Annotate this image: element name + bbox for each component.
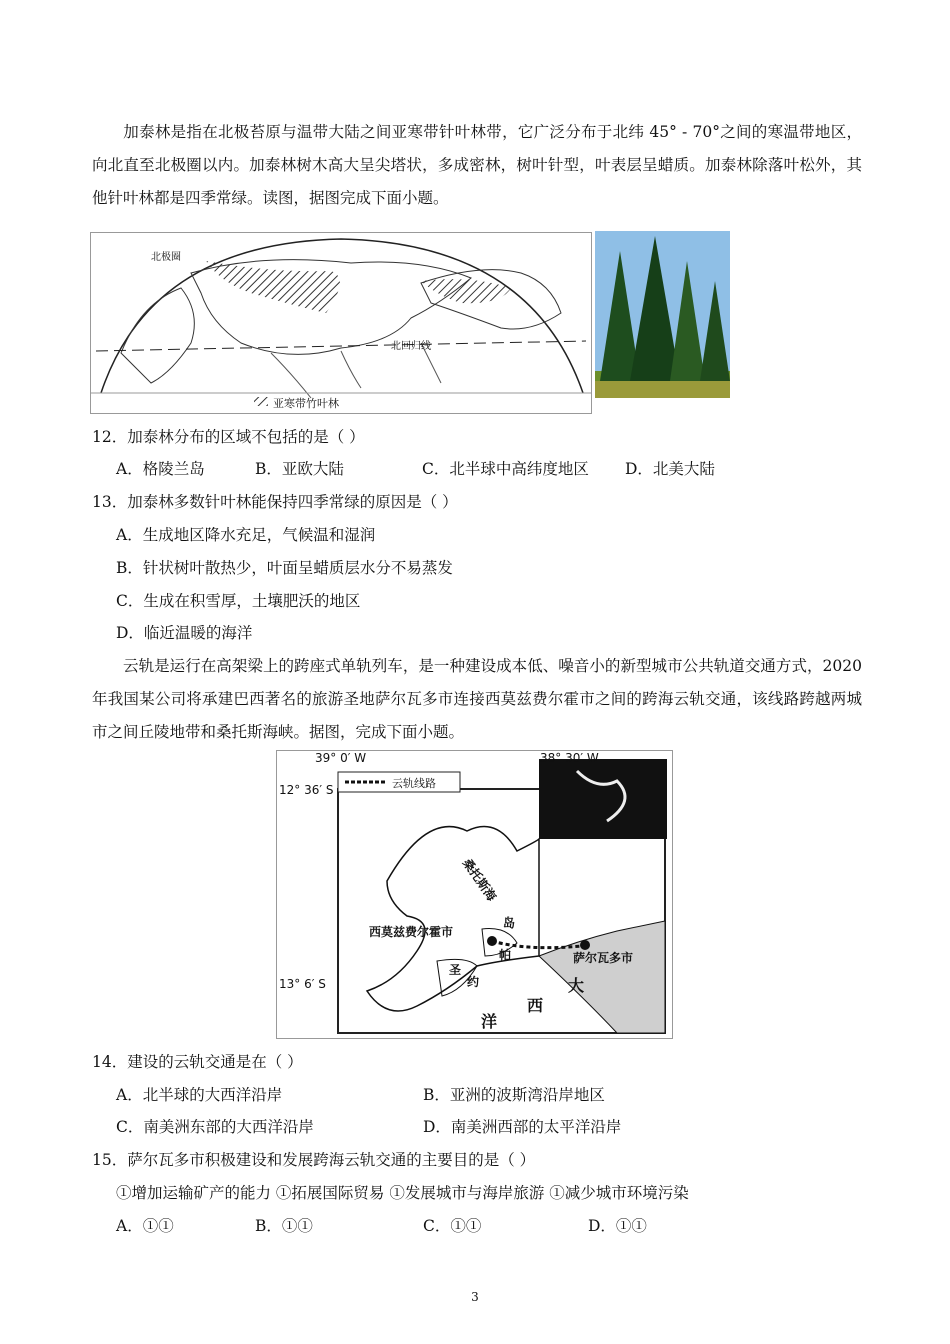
q12-option-d[interactable]: D．北美大陆 (625, 460, 715, 478)
q15-option-a[interactable]: A．①① (116, 1217, 174, 1235)
forest-illustration (595, 231, 730, 398)
map2-legend: 云轨线路 (392, 777, 436, 790)
q14-option-b[interactable]: B．亚洲的波斯湾沿岸地区 (423, 1086, 605, 1104)
q12-stem: 12．加泰林分布的区域不包括的是（ ） (92, 428, 365, 446)
map2-sj-char-1: 圣 (449, 963, 462, 977)
map1-corner-label: 北极圈 (151, 252, 181, 263)
map2-lon-left: 39° 0′ W (315, 751, 367, 765)
map2-ocean-char-1: 大 (568, 976, 585, 995)
passage-1: 加泰林是指在北极苔原与温带大陆之间亚寒带针叶林带，它广泛分布于北纬 45° - 70°之间的寒温带地区，向北直至北极圈以内。加泰林树木高大呈尖塔状，多成密林，树叶针型，叶表层呈蜡质。加泰林除落叶松外，其他针叶林都是四季常绿。读图，据图完成下面小题。 (92, 123, 862, 207)
q15-stem: 15．萨尔瓦多市积极建设和发展跨海云轨交通的主要目的是（ ） (92, 1151, 536, 1169)
map1-legend: 亚寒带竹叶林 (273, 397, 339, 410)
map2-strait-label: 桑托斯海 (459, 856, 499, 904)
q12-option-c[interactable]: C．北半球中高纬度地区 (422, 460, 589, 478)
map2-city-west: 西莫兹费尔霍市 (369, 925, 454, 939)
q14-stem: 14．建设的云轨交通是在（ ） (92, 1053, 303, 1071)
q13-option-b[interactable]: B．针状树叶散热少，叶面呈蜡质层水分不易蒸发 (116, 559, 453, 577)
map2-lon-right: 38° 30′ W (540, 751, 599, 765)
q13-option-d[interactable]: D．临近温暖的海洋 (116, 624, 253, 642)
map2-ocean-char-3: 洋 (481, 1012, 498, 1031)
q15-items: ①增加运输矿产的能力 ①拓展国际贸易 ①发展城市与海岸旅游 ①减少城市环境污染 (116, 1184, 689, 1202)
salvador-map (277, 751, 672, 1038)
q14-option-c[interactable]: C．南美洲东部的大西洋沿岸 (116, 1118, 314, 1136)
taiga-forest-photo (595, 231, 730, 398)
passage-2: 云轨是运行在高架梁上的跨座式单轨列车，是一种建设成本低、噪音小的新型城市公共轨道交通方式，2020 年我国某公司将承建巴西著名的旅游圣地萨尔瓦多市连接西莫兹费尔霍市之间的跨海云轨交通，该线路跨越两城市之间丘陵地带和桑托斯海峡。据图，完成下面小题。 (92, 657, 862, 741)
q12-option-a[interactable]: A．格陵兰岛 (116, 460, 205, 478)
salvador-map-figure (276, 750, 673, 1039)
map2-lat-top: 12° 36′ S (279, 783, 334, 797)
page-number: 3 (471, 1290, 479, 1304)
q13-option-c[interactable]: C．生成在积雪厚，土壤肥沃的地区 (116, 592, 361, 610)
q15-option-b[interactable]: B．①① (255, 1217, 313, 1235)
q14-option-d[interactable]: D．南美洲西部的太平洋沿岸 (423, 1118, 622, 1136)
map2-lat-bottom: 13° 6′ S (279, 977, 326, 991)
q15-option-d[interactable]: D．①① (588, 1217, 647, 1235)
q13-stem: 13．加泰林多数针叶林能保持四季常绿的原因是（ ） (92, 493, 458, 511)
map2-sj-char-2: 约 (467, 975, 480, 989)
map2-city-east: 萨尔瓦多市 (573, 951, 634, 965)
map2-island-char-2: 帕 (499, 948, 512, 962)
map1-line-label: 北回归线 (391, 341, 431, 352)
q14-option-a[interactable]: A．北半球的大西洋沿岸 (116, 1086, 283, 1104)
q13-option-a[interactable]: A．生成地区降水充足，气候温和湿润 (116, 526, 376, 544)
map2-ocean-char-2: 西 (527, 996, 544, 1015)
q12-option-b[interactable]: B．亚欧大陆 (255, 460, 344, 478)
world-map-figure (90, 232, 592, 414)
q15-option-c[interactable]: C．①① (423, 1217, 482, 1235)
map2-island-char-1: 岛 (503, 916, 516, 930)
